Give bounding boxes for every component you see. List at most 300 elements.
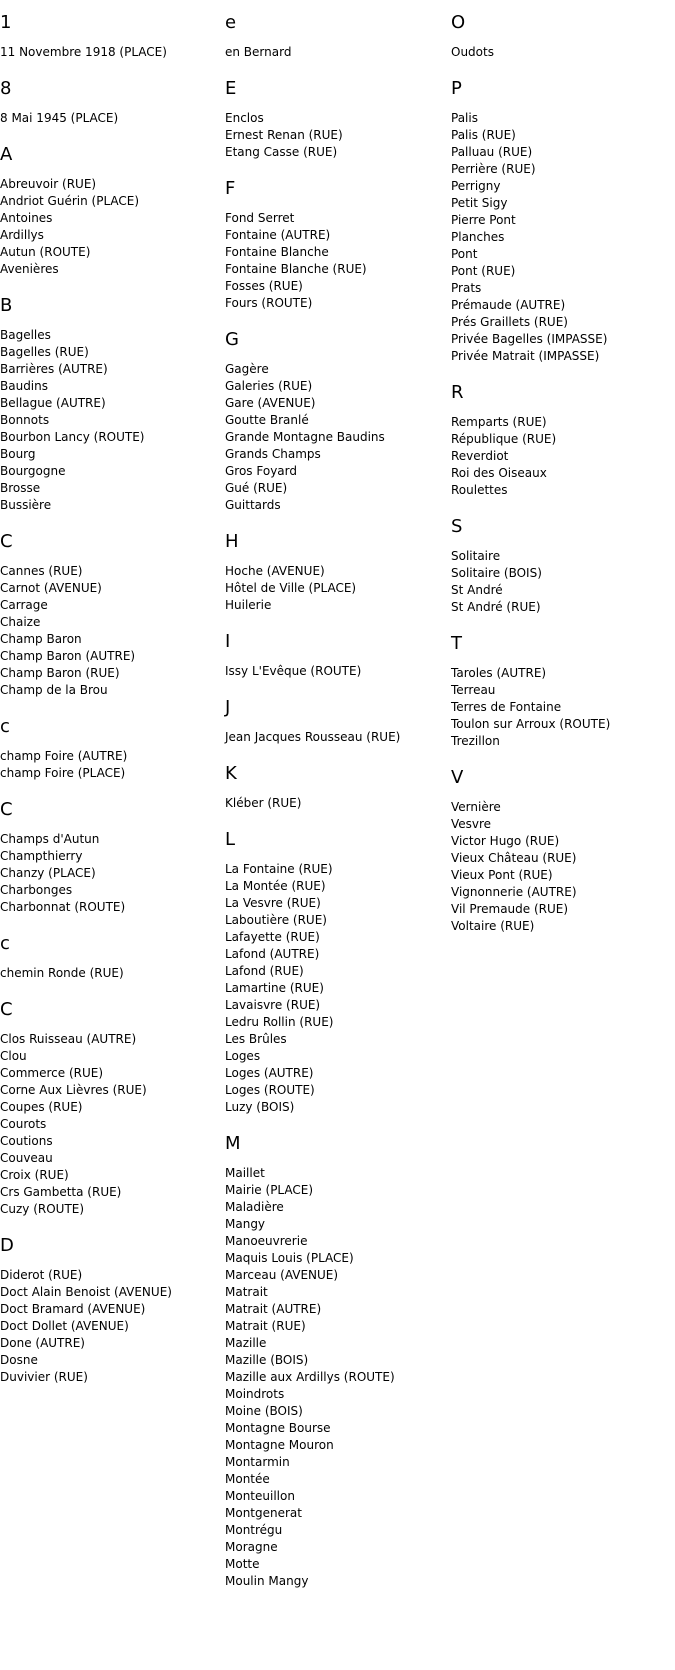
street-link[interactable]: Bonnots (0, 413, 50, 427)
street-link[interactable]: Crs Gambetta (RUE) (0, 1185, 122, 1199)
street-link[interactable]: Marceau (AVENUE) (225, 1268, 339, 1282)
street-link[interactable]: Motte (225, 1557, 260, 1571)
street-link[interactable]: Mairie (PLACE) (225, 1183, 314, 1197)
street-list-item (0, 1301, 225, 1318)
street-list-item (0, 261, 225, 278)
street-list-item (0, 327, 225, 344)
street-link[interactable]: Roi des Oiseaux (451, 466, 547, 480)
street-list-item (225, 227, 450, 244)
street-list-item (451, 867, 675, 884)
street-list-item (225, 929, 450, 946)
letter-group (0, 799, 225, 916)
street-link[interactable]: Ledru Rollin (RUE) (225, 1015, 334, 1029)
street-link[interactable]: Champ Baron (0, 632, 82, 646)
group-letter-heading: B (0, 295, 13, 316)
street-list-item (225, 110, 450, 127)
street-list-item (225, 1335, 450, 1352)
street-list-item (0, 1201, 225, 1218)
street-link[interactable]: Prats (451, 281, 482, 295)
street-link[interactable]: Vernière (451, 800, 501, 814)
street-link[interactable]: Vieux Pont (RUE) (451, 868, 553, 882)
street-list-item (451, 682, 675, 699)
letter-group (225, 1133, 450, 1590)
street-link[interactable]: Les Brûles (225, 1032, 287, 1046)
street-link[interactable]: Jean Jacques Rousseau (RUE) (225, 730, 401, 744)
street-link[interactable]: Coutions (0, 1134, 53, 1148)
street-link[interactable]: Galeries (RUE) (225, 379, 313, 393)
street-list-item (225, 1454, 450, 1471)
street-link[interactable]: Terreau (451, 683, 496, 697)
letter-group (451, 382, 675, 499)
street-link[interactable]: Fontaine (AUTRE) (225, 228, 331, 242)
group-letter-heading: C (0, 799, 13, 820)
street-list-item (451, 44, 675, 61)
street-list (225, 795, 450, 812)
letter-group (451, 516, 675, 616)
street-link[interactable]: Montrégu (225, 1523, 283, 1537)
group-letter-heading: T (451, 633, 462, 654)
street-link[interactable]: Coupes (RUE) (0, 1100, 83, 1114)
street-link[interactable]: Clou (0, 1049, 27, 1063)
street-link[interactable]: Kléber (RUE) (225, 796, 302, 810)
street-list-item (451, 548, 675, 565)
street-list-item (225, 361, 450, 378)
street-link[interactable]: Carrage (0, 598, 48, 612)
street-link[interactable]: Vil Premaude (RUE) (451, 902, 569, 916)
street-link[interactable]: Bourg (0, 447, 36, 461)
street-list-item (451, 733, 675, 750)
street-link[interactable]: Clos Ruisseau (AUTRE) (0, 1032, 137, 1046)
group-letter-heading: L (225, 829, 236, 850)
street-link[interactable]: Gué (RUE) (225, 481, 288, 495)
street-link[interactable]: Trezillon (451, 734, 500, 748)
street-list-item (225, 861, 450, 878)
street-link[interactable]: champ Foire (AUTRE) (0, 749, 128, 763)
street-link[interactable]: Grande Montagne Baudins (225, 430, 385, 444)
street-list-item (0, 244, 225, 261)
street-link[interactable]: Couveau (0, 1151, 53, 1165)
street-list-item (225, 1014, 450, 1031)
street-link[interactable]: Vesvre (451, 817, 492, 831)
street-link[interactable]: Palis (451, 111, 478, 125)
street-link[interactable]: Hoche (AVENUE) (225, 564, 325, 578)
street-list-item (225, 244, 450, 261)
street-link[interactable]: Maillet (225, 1166, 265, 1180)
street-list-item (225, 1284, 450, 1301)
street-link[interactable]: Champs d'Autun (0, 832, 100, 846)
street-link[interactable]: Fontaine Blanche (225, 245, 329, 259)
street-link[interactable]: Lafayette (RUE) (225, 930, 320, 944)
street-list-item (451, 465, 675, 482)
group-letter-heading: c (0, 933, 10, 954)
street-link[interactable]: Bussière (0, 498, 52, 512)
street-link[interactable]: Terres de Fontaine (451, 700, 562, 714)
street-link[interactable]: Carnot (AVENUE) (0, 581, 102, 595)
street-list-item (225, 1522, 450, 1539)
street-list-item (225, 1369, 450, 1386)
street-list-item (451, 110, 675, 127)
street-link[interactable]: Maquis Louis (PLACE) (225, 1251, 354, 1265)
street-link[interactable]: Baudins (0, 379, 48, 393)
street-list-item (0, 227, 225, 244)
street-link[interactable]: Chaize (0, 615, 41, 629)
street-link[interactable]: Fontaine Blanche (RUE) (225, 262, 367, 276)
street-list-item (451, 314, 675, 331)
street-list-item (0, 412, 225, 429)
street-list-item (451, 431, 675, 448)
street-link[interactable]: Moulin Mangy (225, 1574, 309, 1588)
street-link[interactable]: Fond Serret (225, 211, 295, 225)
street-link[interactable]: Hôtel de Ville (PLACE) (225, 581, 357, 595)
street-list-item (0, 44, 225, 61)
street-link[interactable]: Charbonnat (ROUTE) (0, 900, 126, 914)
street-list-item (0, 1150, 225, 1167)
street-link[interactable]: Etang Casse (RUE) (225, 145, 338, 159)
letter-group (0, 933, 225, 982)
street-list-item (451, 448, 675, 465)
street-link[interactable]: Barrières (AUTRE) (0, 362, 108, 376)
street-list-item (225, 412, 450, 429)
street-list-item (0, 1184, 225, 1201)
street-link[interactable]: La Fontaine (RUE) (225, 862, 333, 876)
street-link[interactable]: Montarmin (225, 1455, 290, 1469)
street-list-item (0, 831, 225, 848)
street-list-item (225, 1352, 450, 1369)
letter-group (225, 531, 450, 614)
street-link[interactable]: Ardillys (0, 228, 44, 242)
street-list-item (225, 395, 450, 412)
street-link[interactable]: Monteuillon (225, 1489, 295, 1503)
street-link[interactable]: Privée Matrait (IMPASSE) (451, 349, 600, 363)
street-list-item (0, 497, 225, 514)
street-link[interactable]: Perrière (RUE) (451, 162, 536, 176)
street-list-item (225, 261, 450, 278)
street-link[interactable]: Montée (225, 1472, 270, 1486)
street-index-column-1 (0, 12, 225, 1403)
street-link[interactable]: Autun (ROUTE) (0, 245, 91, 259)
street-link[interactable]: Prés Graillets (RUE) (451, 315, 568, 329)
letter-group (0, 999, 225, 1218)
street-link[interactable]: Brosse (0, 481, 41, 495)
street-list-item (451, 195, 675, 212)
street-list-item (225, 1267, 450, 1284)
street-link[interactable]: Cannes (RUE) (0, 564, 83, 578)
street-link[interactable]: Planches (451, 230, 505, 244)
street-list-item (225, 1233, 450, 1250)
street-list-item (225, 210, 450, 227)
street-link[interactable]: Lavaisvre (RUE) (225, 998, 321, 1012)
street-list (225, 861, 450, 1116)
street-link[interactable]: Done (AUTRE) (0, 1336, 85, 1350)
street-list (0, 176, 225, 278)
street-list-item (225, 980, 450, 997)
street-list-item (0, 1267, 225, 1284)
street-list (225, 663, 450, 680)
street-link[interactable]: Doct Bramard (AVENUE) (0, 1302, 146, 1316)
street-list-item (0, 446, 225, 463)
street-link[interactable]: Manoeuvrerie (225, 1234, 308, 1248)
street-list-item (225, 963, 450, 980)
street-link[interactable]: Remparts (RUE) (451, 415, 547, 429)
street-link[interactable]: Moine (BOIS) (225, 1404, 303, 1418)
street-list-item (0, 1031, 225, 1048)
street-list-item (225, 1556, 450, 1573)
street-list-item (225, 446, 450, 463)
letter-group (225, 697, 450, 746)
street-link[interactable]: Dosne (0, 1353, 38, 1367)
street-link[interactable]: Matrait (RUE) (225, 1319, 306, 1333)
street-list-item (451, 263, 675, 280)
street-link[interactable]: Montagne Mouron (225, 1438, 334, 1452)
street-link[interactable]: Loges (AUTRE) (225, 1066, 314, 1080)
street-list-item (0, 429, 225, 446)
street-link[interactable]: Gare (AVENUE) (225, 396, 316, 410)
street-link[interactable]: Solitaire (451, 549, 501, 563)
street-link[interactable]: République (RUE) (451, 432, 557, 446)
street-list-item (0, 748, 225, 765)
street-list-item (451, 482, 675, 499)
street-list (0, 831, 225, 916)
street-link[interactable]: en Bernard (225, 45, 292, 59)
letter-group (0, 295, 225, 514)
street-link[interactable]: Perrigny (451, 179, 501, 193)
street-link[interactable]: Voltaire (RUE) (451, 919, 535, 933)
street-link[interactable]: Solitaire (BOIS) (451, 566, 542, 580)
group-letter-heading: K (225, 763, 237, 784)
street-list-item (0, 361, 225, 378)
street-link[interactable]: Lamartine (RUE) (225, 981, 324, 995)
street-link[interactable]: chemin Ronde (RUE) (0, 966, 124, 980)
street-list-item (0, 1116, 225, 1133)
street-link[interactable]: Avenières (0, 262, 59, 276)
street-link[interactable]: La Montée (RUE) (225, 879, 326, 893)
street-link[interactable]: Goutte Branlé (225, 413, 309, 427)
street-list (451, 110, 675, 365)
street-list-item (225, 997, 450, 1014)
street-list-item (225, 563, 450, 580)
street-link[interactable]: Moragne (225, 1540, 278, 1554)
street-list-item (0, 1369, 225, 1386)
street-link[interactable]: 8 Mai 1945 (PLACE) (0, 111, 119, 125)
street-link[interactable]: champ Foire (PLACE) (0, 766, 126, 780)
street-link[interactable]: Roulettes (451, 483, 508, 497)
street-list-item (225, 1165, 450, 1182)
street-link[interactable]: Loges (ROUTE) (225, 1083, 315, 1097)
street-list-item (225, 1539, 450, 1556)
street-link[interactable]: Victor Hugo (RUE) (451, 834, 560, 848)
letter-group (0, 144, 225, 278)
street-link[interactable]: Matrait (AUTRE) (225, 1302, 322, 1316)
street-list (0, 748, 225, 782)
street-list-item (225, 144, 450, 161)
street-link[interactable]: Montgenerat (225, 1506, 302, 1520)
street-link[interactable]: Chanzy (PLACE) (0, 866, 96, 880)
street-link[interactable]: Cuzy (ROUTE) (0, 1202, 85, 1216)
street-list-item (0, 110, 225, 127)
street-list-item (225, 1065, 450, 1082)
street-list-item (225, 1099, 450, 1116)
street-list-item (225, 1199, 450, 1216)
street-list-item (0, 614, 225, 631)
letter-group (225, 78, 450, 161)
street-link[interactable]: Montagne Bourse (225, 1421, 331, 1435)
street-link[interactable]: Diderot (RUE) (0, 1268, 83, 1282)
letter-group (451, 12, 675, 61)
street-list-item (451, 414, 675, 431)
street-link[interactable]: Pont (451, 247, 478, 261)
group-letter-heading: S (451, 516, 463, 537)
street-list-item (0, 631, 225, 648)
street-link[interactable]: Ernest Renan (RUE) (225, 128, 343, 142)
street-link[interactable]: Reverdiot (451, 449, 509, 463)
street-link[interactable]: Doct Alain Benoist (AVENUE) (0, 1285, 172, 1299)
street-link[interactable]: Champ de la Brou (0, 683, 108, 697)
street-link[interactable]: Maladière (225, 1200, 284, 1214)
street-link[interactable]: Champthierry (0, 849, 83, 863)
street-list-item (451, 816, 675, 833)
street-link[interactable]: Abreuvoir (RUE) (0, 177, 97, 191)
street-list-item (0, 682, 225, 699)
street-link[interactable]: Antoines (0, 211, 53, 225)
street-link[interactable]: Prémaude (AUTRE) (451, 298, 566, 312)
street-list (225, 1165, 450, 1590)
street-list-item (225, 1216, 450, 1233)
street-list-item (225, 295, 450, 312)
street-link[interactable]: Champ Baron (RUE) (0, 666, 120, 680)
street-link[interactable]: Issy L'Evêque (ROUTE) (225, 664, 362, 678)
street-link[interactable]: Toulon sur Arroux (ROUTE) (451, 717, 611, 731)
street-link[interactable]: Mazille aux Ardillys (ROUTE) (225, 1370, 395, 1384)
street-link[interactable]: Vignonnerie (AUTRE) (451, 885, 577, 899)
street-link[interactable]: Pierre Pont (451, 213, 516, 227)
street-link[interactable]: Moindrots (225, 1387, 285, 1401)
street-list-item (225, 795, 450, 812)
street-list-item (451, 144, 675, 161)
street-link[interactable]: Palis (RUE) (451, 128, 516, 142)
street-link[interactable]: Duvivier (RUE) (0, 1370, 88, 1384)
street-link[interactable]: Andriot Guérin (PLACE) (0, 194, 140, 208)
street-link[interactable]: Doct Dollet (AVENUE) (0, 1319, 129, 1333)
street-link[interactable]: Bellague (AUTRE) (0, 396, 106, 410)
street-list-item (451, 599, 675, 616)
street-link[interactable]: Fosses (RUE) (225, 279, 303, 293)
street-link[interactable]: St André (RUE) (451, 600, 541, 614)
street-link[interactable]: Gros Foyard (225, 464, 297, 478)
street-list-item (451, 884, 675, 901)
street-list-item (0, 1335, 225, 1352)
street-list-item (225, 1437, 450, 1454)
letter-group (225, 12, 450, 61)
street-list-item (0, 1133, 225, 1150)
street-link[interactable]: Bagelles (RUE) (0, 345, 89, 359)
group-letter-heading: c (0, 716, 10, 737)
street-link[interactable]: Petit Sigy (451, 196, 508, 210)
street-list-item (451, 565, 675, 582)
street-link[interactable]: Bagelles (0, 328, 51, 342)
street-list-item (225, 44, 450, 61)
street-link[interactable]: Courots (0, 1117, 47, 1131)
street-list-item (451, 833, 675, 850)
street-link[interactable]: Gagère (225, 362, 269, 376)
street-link[interactable]: Enclos (225, 111, 264, 125)
street-link[interactable]: Bourgogne (0, 464, 66, 478)
letter-group (225, 329, 450, 514)
group-letter-heading: I (225, 631, 231, 652)
street-link[interactable]: Mangy (225, 1217, 266, 1231)
street-link[interactable]: Palluau (RUE) (451, 145, 533, 159)
street-link[interactable]: Commerce (RUE) (0, 1066, 104, 1080)
street-list-item (225, 1082, 450, 1099)
street-link[interactable]: Mazille (BOIS) (225, 1353, 309, 1367)
street-link[interactable]: Vieux Château (RUE) (451, 851, 577, 865)
street-list-item (225, 463, 450, 480)
street-list (451, 799, 675, 935)
street-link[interactable]: Charbonges (0, 883, 73, 897)
street-link[interactable]: Huilerie (225, 598, 272, 612)
street-list-item (0, 597, 225, 614)
street-list-item (225, 1505, 450, 1522)
street-link[interactable]: Matrait (225, 1285, 268, 1299)
letter-group (451, 767, 675, 935)
street-list-item (0, 1082, 225, 1099)
street-list-item (0, 965, 225, 982)
group-letter-heading: F (225, 178, 236, 199)
street-link[interactable]: Luzy (BOIS) (225, 1100, 295, 1114)
street-list-item (225, 480, 450, 497)
street-list (451, 548, 675, 616)
street-link[interactable]: Lafond (AUTRE) (225, 947, 320, 961)
street-link[interactable]: Privée Bagelles (IMPASSE) (451, 332, 608, 346)
group-letter-heading: J (225, 697, 231, 718)
street-link[interactable]: 11 Novembre 1918 (PLACE) (0, 45, 167, 59)
street-list-item (225, 663, 450, 680)
street-link[interactable]: Loges (225, 1049, 261, 1063)
street-link[interactable]: Corne Aux Lièvres (RUE) (0, 1083, 147, 1097)
street-list-item (0, 1048, 225, 1065)
street-link[interactable]: Laboutière (RUE) (225, 913, 327, 927)
street-link[interactable]: Bourbon Lancy (ROUTE) (0, 430, 145, 444)
street-list-item (225, 597, 450, 614)
street-link[interactable]: St André (451, 583, 503, 597)
group-letter-heading: H (225, 531, 239, 552)
street-list-item (451, 665, 675, 682)
street-list-item (225, 429, 450, 446)
street-link[interactable]: Croix (RUE) (0, 1168, 69, 1182)
street-link[interactable]: Oudots (451, 45, 494, 59)
street-list-item (225, 1403, 450, 1420)
letter-group (0, 78, 225, 127)
street-list-item (225, 278, 450, 295)
street-link[interactable]: Lafond (RUE) (225, 964, 304, 978)
street-list-item (225, 1471, 450, 1488)
letter-group (225, 763, 450, 812)
street-link[interactable]: La Vesvre (RUE) (225, 896, 321, 910)
street-link[interactable]: Guittards (225, 498, 281, 512)
street-list-item (451, 229, 675, 246)
street-index-column-2 (225, 12, 450, 1607)
street-link[interactable]: Grands Champs (225, 447, 321, 461)
street-link[interactable]: Taroles (AUTRE) (451, 666, 547, 680)
street-link[interactable]: Pont (RUE) (451, 264, 516, 278)
group-letter-heading: e (225, 12, 237, 33)
street-link[interactable]: Mazille (225, 1336, 267, 1350)
street-list-item (0, 378, 225, 395)
street-link[interactable]: Fours (ROUTE) (225, 296, 313, 310)
street-link[interactable]: Champ Baron (AUTRE) (0, 649, 136, 663)
street-list-item (0, 344, 225, 361)
street-list-item (225, 580, 450, 597)
street-list (225, 210, 450, 312)
